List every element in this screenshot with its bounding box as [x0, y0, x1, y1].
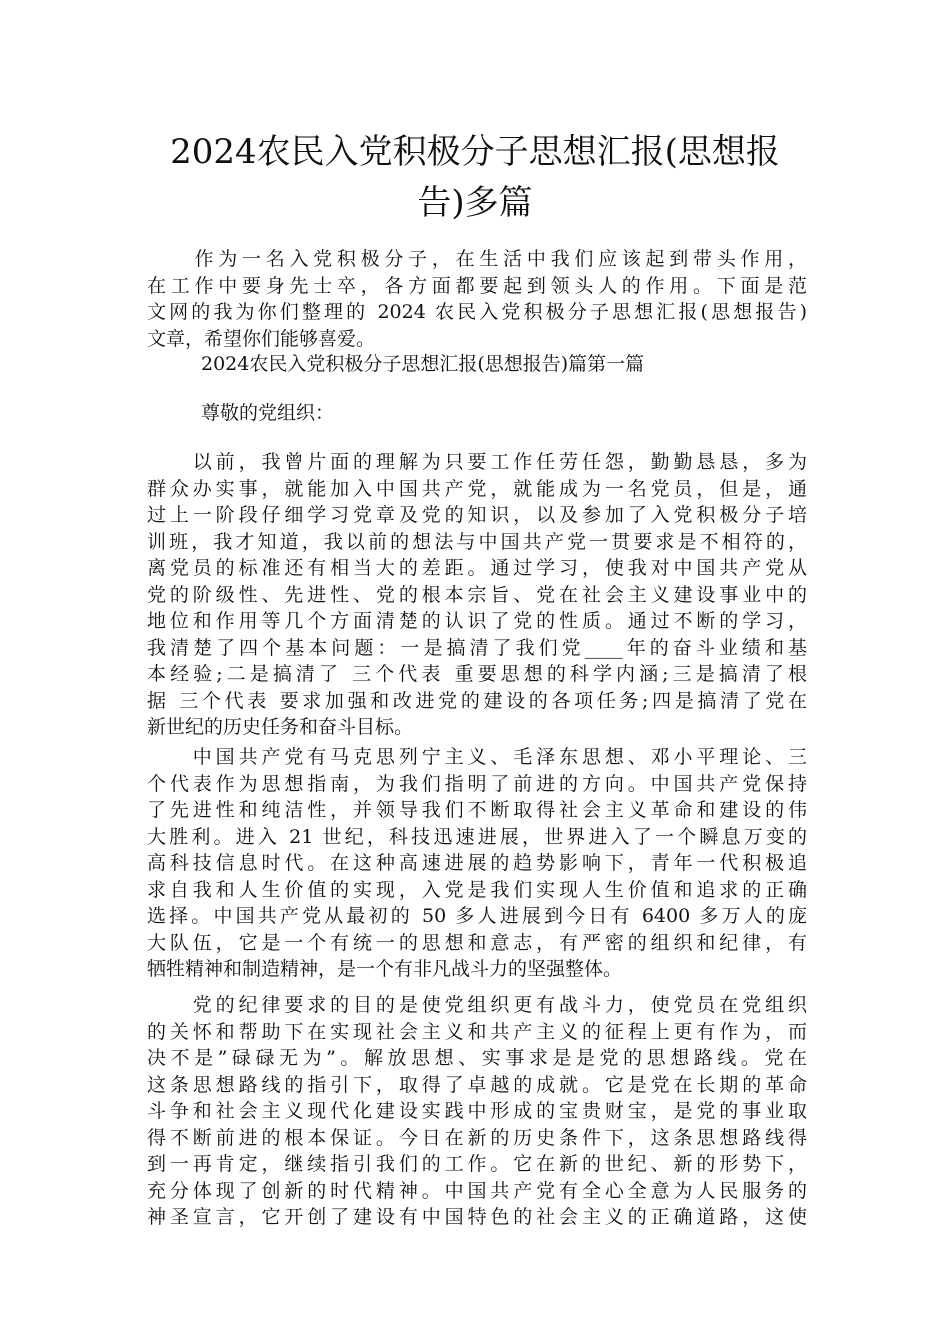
- text-line: 高科技信息时代。在这种高速进展的趋势影响下，青年一代积极追: [147, 852, 807, 874]
- text-line: 个代表作为思想指南，为我们指明了前进的方向。中国共产党保持: [147, 772, 807, 795]
- text-line: 中国共产党有马克思列宁主义、毛泽东思想、邓小平理论、三: [147, 746, 807, 768]
- text-line: 新世纪的历史任务和奋斗目标。: [147, 716, 414, 738]
- text-line: 据 三个代表 要求加强和改进党的建设的各项任务;四是搞清了党在: [147, 689, 807, 712]
- text-line: 过上一阶段仔细学习党章及党的知识，以及参加了入党积极分子培: [147, 504, 807, 526]
- text-line: 训班，我才知道，我以前的想法与中国共产党一贯要求是不相符的，: [147, 530, 807, 553]
- text-line: 的关怀和帮助下在实现社会主义和共产主义的征程上更有作为，而: [147, 1020, 807, 1043]
- section-heading: 2024农民入党积极分子思想汇报(思想报告)篇第一篇: [201, 353, 645, 375]
- title-line: 2024农民入党积极分子思想汇报(思想报: [170, 132, 780, 172]
- document-title: [140, 127, 810, 229]
- text-line: 离党员的标准还有相当大的差距。通过学习，使我对中国共产党从: [147, 557, 807, 579]
- text-line: 在工作中要身先士卒，各方面都要起到领头人的作用。下面是范: [147, 274, 807, 297]
- text-line: 文章，希望你们能够喜爱。: [147, 327, 376, 350]
- text-line: 牺牲精神和制造精神，是一个有非凡战斗力的坚强整体。: [147, 958, 623, 980]
- text-line: 到一再肯定，继续指引我们的工作。它在新的世纪、新的形势下，: [147, 1153, 807, 1175]
- intro-paragraph: [147, 246, 807, 352]
- paragraph-3: [147, 992, 807, 1231]
- text-line: 求自我和人生价值的实现，入党是我们实现人生价值和追求的正确: [147, 878, 807, 901]
- paragraph-1: [147, 449, 807, 741]
- text-line: 了先进性和纯洁性，并领导我们不断取得社会主义革命和建设的伟: [147, 799, 807, 821]
- text-line: 党的阶级性、先进性、党的根本宗旨、党在社会主义建设事业中的: [147, 583, 807, 606]
- paragraph-2: [147, 744, 807, 983]
- text-line: 作为一名入党积极分子，在生活中我们应该起到带头作用，: [147, 248, 807, 270]
- text-line: 群众办实事，就能加入中国共产党，就能成为一名党员，但是，通: [147, 477, 807, 500]
- text-line: 这条思想路线的指引下，取得了卓越的成就。它是党在长期的革命: [147, 1073, 807, 1096]
- text-line: 我清楚了四个基本问题：一是搞清了我们党____年的奋斗业绩和基: [147, 636, 807, 659]
- text-line: 斗争和社会主义现代化建设实践中形成的宝贵财宝，是党的事业取: [147, 1100, 807, 1122]
- text-line: 充分体现了创新的时代精神。中国共产党有全心全意为人民服务的: [147, 1179, 807, 1202]
- text-line: 大队伍，它是一个有统一的思想和意志，有严密的组织和纪律，有: [147, 931, 807, 954]
- text-line: 选择。中国共产党从最初的 50 多人进展到今日有 6400 多万人的庞: [147, 905, 807, 927]
- text-line: 以前，我曾片面的理解为只要工作任劳任怨，勤勤恳恳，多为: [147, 451, 807, 473]
- text-line: 得不断前进的根本保证。今日在新的历史条件下，这条思想路线得: [147, 1126, 807, 1149]
- text-line: 文网的我为你们整理的 2024 农民入党积极分子思想汇报(思想报告): [147, 301, 807, 323]
- text-line: 地位和作用等几个方面清楚的认识了党的性质。通过不断的学习，: [147, 610, 807, 632]
- text-line: 决不是”碌碌无为”。解放思想、实事求是是党的思想路线。党在: [147, 1047, 807, 1069]
- text-line: 本经验;二是搞清了 三个代表 重要思想的科学内涵;三是搞清了根: [147, 663, 807, 685]
- text-line: 大胜利。进入 21 世纪，科技迅速进展，世界进入了一个瞬息万变的: [147, 825, 807, 848]
- title-line: 告)多篇: [417, 183, 533, 223]
- text-line: 党的纪律要求的目的是使党组织更有战斗力，使党员在党组织: [147, 994, 807, 1016]
- salutation: 尊敬的党组织：: [201, 402, 335, 424]
- text-line: 神圣宣言，它开创了建设有中国特色的社会主义的正确道路，这使: [147, 1206, 807, 1228]
